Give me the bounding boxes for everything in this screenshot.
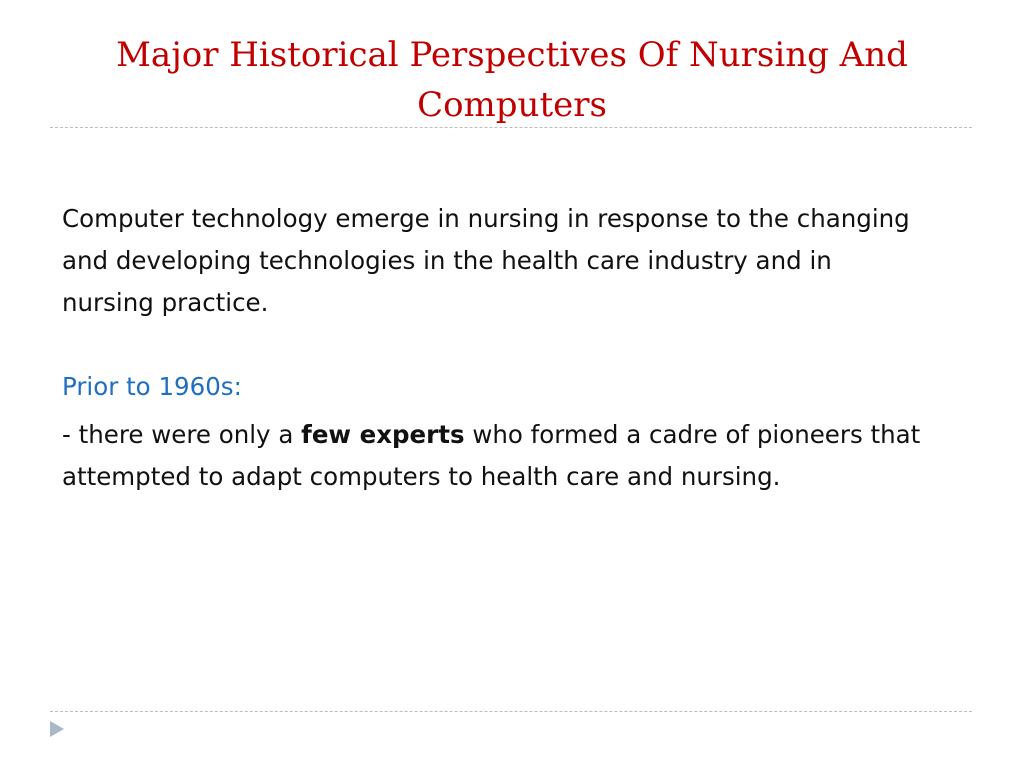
intro-paragraph: Computer technology emerge in nursing in response to the changing and developing technologies in the health care industry and in nursing practice. — [62, 204, 910, 317]
subheading-prior-1960s: Prior to 1960s: — [62, 372, 242, 401]
footer-divider — [50, 711, 972, 712]
triangle-right-icon — [50, 721, 64, 737]
slide-title: Major Historical Perspectives Of Nursing And Computers — [116, 35, 908, 125]
bullet-paragraph — [62, 414, 922, 498]
bullet-emphasis: few experts — [301, 420, 465, 449]
bullet-suffix: who formed a cadre of pioneers that attempted to adapt computers to health care and nursing. — [62, 420, 921, 491]
slide-content — [62, 198, 922, 498]
bullet-prefix: - there were only a — [62, 420, 302, 449]
title-divider — [50, 127, 972, 128]
